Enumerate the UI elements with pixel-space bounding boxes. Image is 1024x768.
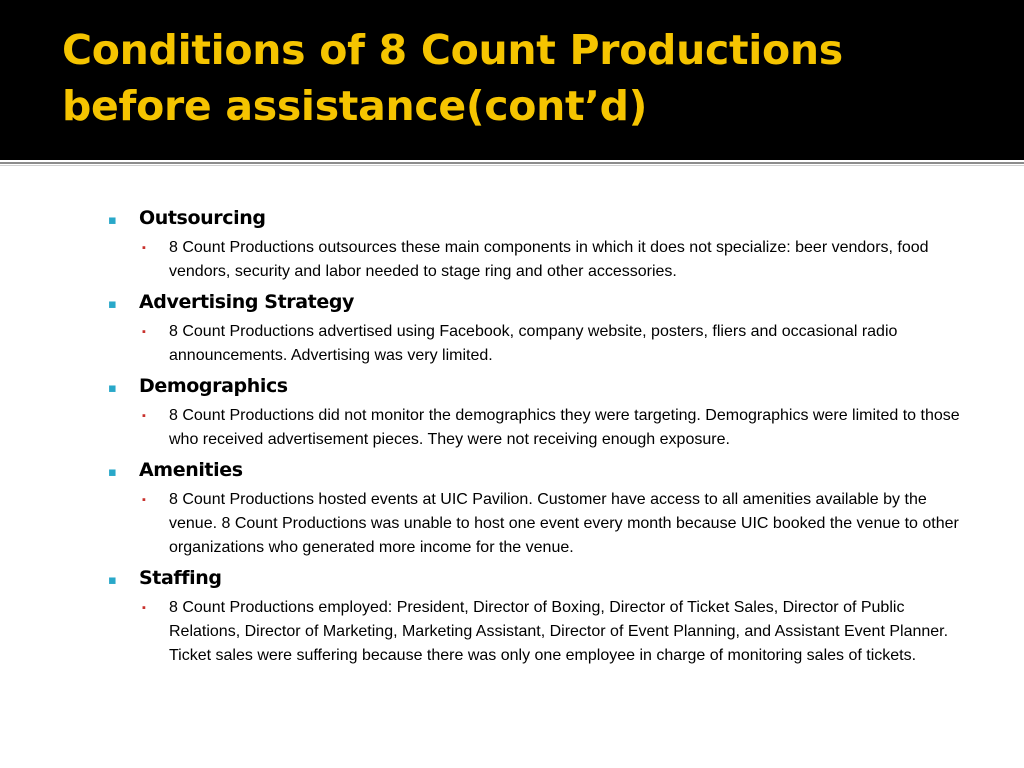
small-square-bullet-icon: ▪ [142, 494, 146, 506]
section-heading [108, 290, 968, 314]
section-heading [108, 374, 968, 398]
square-bullet-icon: ▪ [108, 573, 117, 588]
section-detail-text: 8 Count Productions outsources these main components in which it does not specialize: beer vendors, food vendors, security and labor needed to stage ring and other accessories. [169, 239, 929, 280]
small-square-bullet-icon: ▪ [142, 410, 146, 422]
small-square-bullet-icon: ▪ [142, 242, 146, 254]
section-heading [108, 566, 968, 590]
section-detail [108, 320, 964, 368]
section-detail [108, 404, 964, 452]
section-detail-text: 8 Count Productions advertised using Facebook, company website, posters, fliers and occasional radio announcements. Advertising was very limited. [169, 323, 898, 364]
section-heading-text: Outsourcing [139, 207, 266, 229]
list-item-advertising-strategy [108, 290, 968, 368]
title-divider [0, 162, 1024, 164]
section-heading-text: Amenities [139, 459, 243, 481]
bullet-list [108, 206, 968, 674]
section-detail [108, 236, 964, 284]
section-detail-text: 8 Count Productions employed: President, Director of Boxing, Director of Ticket Sales, Director of Public Relations, Director of Marketing, Marketing Assistant, Director of Event Planning, and Assistant Event Planner. Ticket sales were suffering because there was only one employee in charge of monitoring sales of tickets. [169, 599, 949, 664]
small-square-bullet-icon: ▪ [142, 326, 146, 338]
small-square-bullet-icon: ▪ [142, 602, 146, 614]
square-bullet-icon: ▪ [108, 213, 117, 228]
square-bullet-icon: ▪ [108, 297, 117, 312]
section-heading-text: Advertising Strategy [139, 291, 355, 313]
list-item-staffing [108, 566, 968, 668]
slide-title [62, 22, 1002, 134]
slide-title-line-2: before assistance(cont’d) [62, 82, 648, 130]
title-divider-shadow [0, 165, 1024, 166]
list-item-outsourcing [108, 206, 968, 284]
section-heading [108, 206, 968, 230]
slide-title-line-1: Conditions of 8 Count Productions [62, 26, 843, 74]
list-item-amenities [108, 458, 968, 560]
section-heading [108, 458, 968, 482]
section-heading-text: Staffing [139, 567, 222, 589]
title-bar [0, 0, 1024, 160]
section-detail-text: 8 Count Productions hosted events at UIC Pavilion. Customer have access to all amenities available by the venue. 8 Count Productions was unable to host one event every month because UIC booked the venue to other organizations who generated more income for the venue. [169, 491, 959, 556]
list-item-demographics [108, 374, 968, 452]
square-bullet-icon: ▪ [108, 381, 117, 396]
square-bullet-icon: ▪ [108, 465, 117, 480]
section-detail-text: 8 Count Productions did not monitor the demographics they were targeting. Demographics were limited to those who received advertisement pieces. They were not receiving enough exposure. [169, 407, 960, 448]
section-detail [108, 488, 964, 560]
section-heading-text: Demographics [139, 375, 288, 397]
section-detail [108, 596, 964, 668]
